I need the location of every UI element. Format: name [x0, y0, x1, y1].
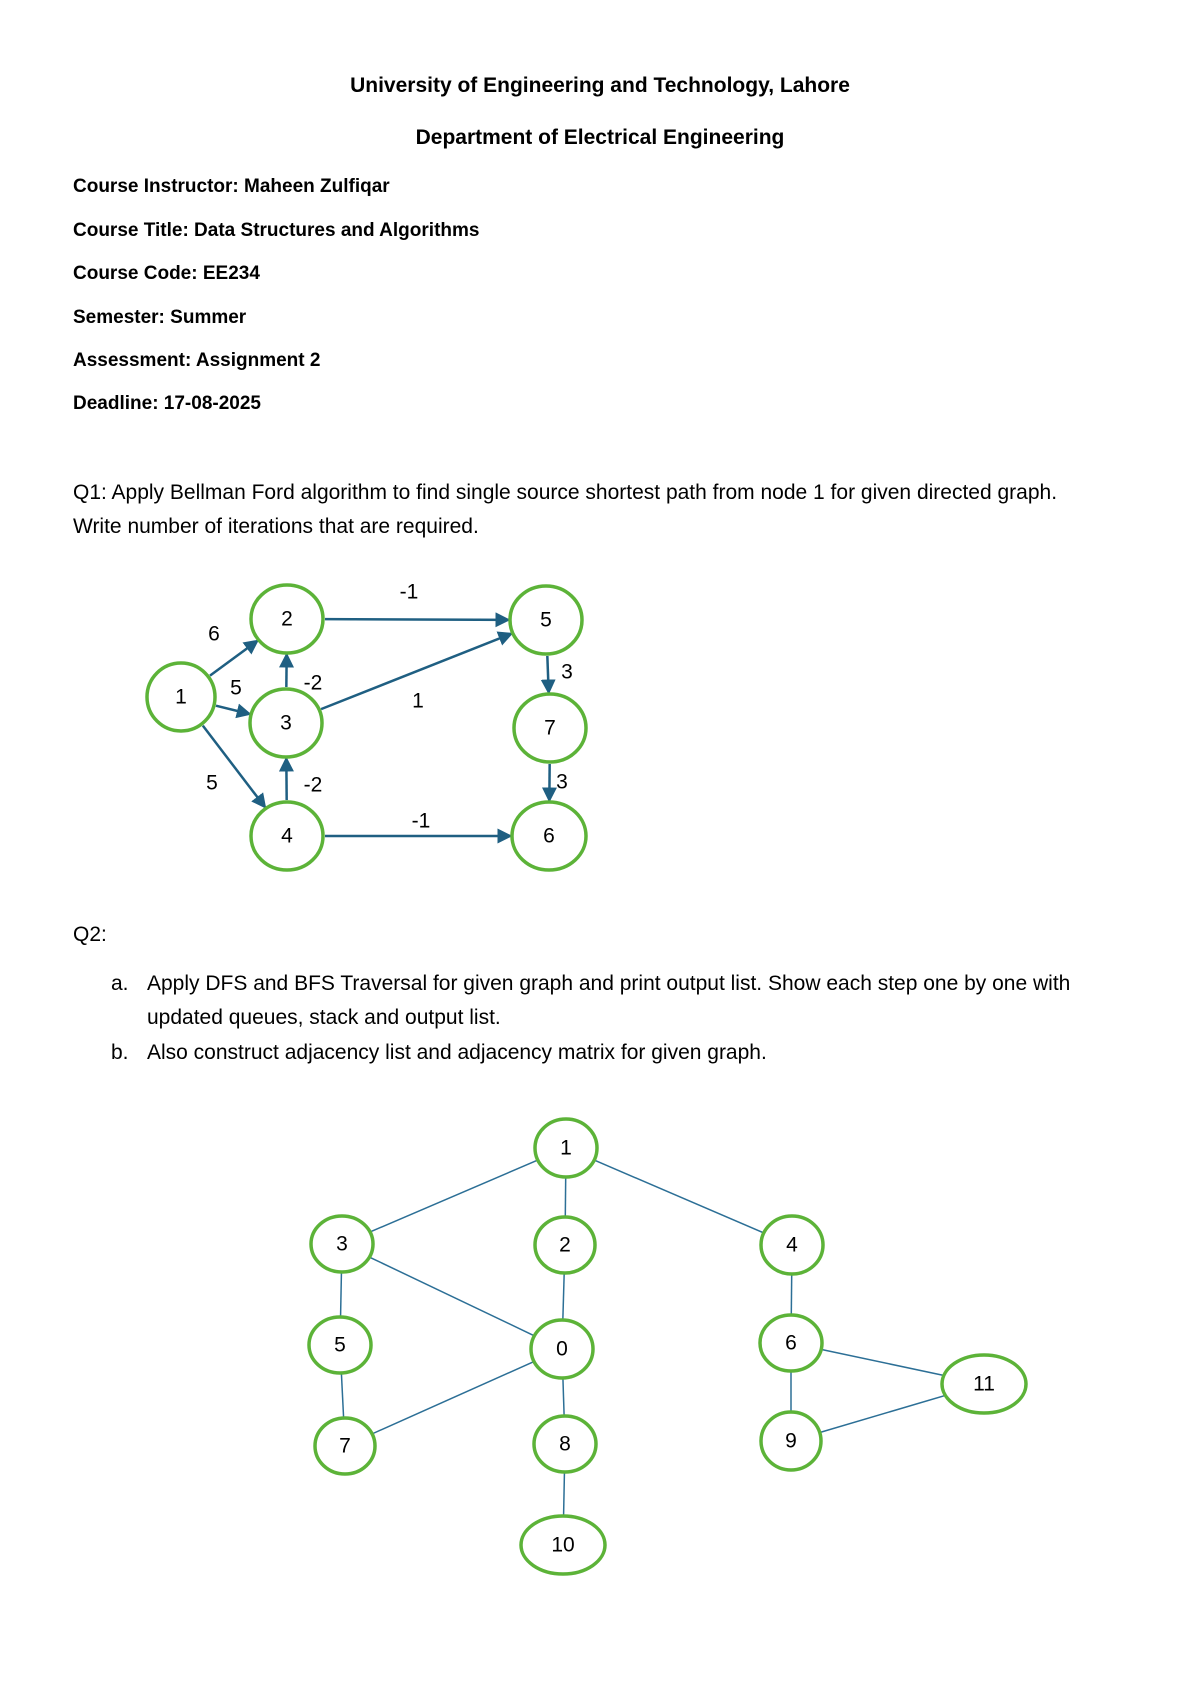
q2-edge-7-0 — [373, 1362, 533, 1434]
q1-node-label-6: 6 — [543, 824, 555, 848]
q2-node-label-0: 0 — [556, 1337, 568, 1361]
q2-edge-1-4 — [595, 1160, 763, 1232]
q1-edge-weight-4-6: -1 — [411, 809, 431, 833]
q2-item-a-marker: a. — [111, 972, 129, 995]
q2-node-label-4: 4 — [786, 1233, 798, 1257]
q1-edge-weight-5-7: 3 — [561, 660, 573, 684]
course-instructor: Course Instructor: Maheen Zulfiqar — [73, 176, 390, 197]
q2-item-b-marker: b. — [111, 1041, 129, 1064]
q1-node-label-4: 4 — [281, 824, 293, 848]
q2-node-label-8: 8 — [559, 1432, 571, 1456]
q2-edge-6-11 — [822, 1350, 943, 1376]
q2-node-label-5: 5 — [334, 1333, 346, 1357]
q1-edge-weight-4-3: -2 — [303, 773, 323, 797]
course-code: Course Code: EE234 — [73, 263, 260, 284]
q2-edge-5-7 — [341, 1374, 343, 1417]
q2-node-label-9: 9 — [785, 1429, 797, 1453]
q1-node-label-2: 2 — [281, 607, 293, 631]
q1-edge-weight-2-5: -1 — [399, 580, 419, 604]
deadline: Deadline: 17-08-2025 — [73, 393, 261, 414]
q2-edge-3-0 — [370, 1258, 533, 1336]
q2-edge-1-3 — [371, 1160, 537, 1231]
q2-item-b-text: Also construct adjacency list and adjacency matrix for given graph. — [147, 1041, 767, 1064]
assessment: Assessment: Assignment 2 — [73, 350, 321, 371]
q1-node-label-1: 1 — [175, 685, 187, 709]
q1-edge-weight-1-3: 5 — [230, 676, 242, 700]
q2-edge-8-10 — [564, 1473, 565, 1515]
q1-edge-weight-1-2: 6 — [208, 622, 220, 646]
q2-node-label-11: 11 — [973, 1372, 995, 1396]
q1-edge-weight-7-6: 3 — [556, 770, 568, 794]
q1-line-2: Write number of iterations that are required. — [73, 515, 479, 538]
q1-edge-weight-3-5: 1 — [412, 689, 424, 713]
q2-edge-9-11 — [821, 1396, 945, 1433]
semester: Semester: Summer — [73, 307, 247, 328]
q1-node-label-7: 7 — [544, 716, 556, 740]
q1-line-1: Q1: Apply Bellman Ford algorithm to find single source shortest path from node 1 for given directed graph. — [73, 481, 1058, 504]
q2-node-label-6: 6 — [785, 1331, 797, 1355]
q2-edge-2-0 — [563, 1274, 564, 1319]
course-title: Course Title: Data Structures and Algorithms — [73, 220, 480, 241]
q2-item-a-text: Apply DFS and BFS Traversal for given graph and print output list. Show each step one by one with updated queues, stack and output list. — [147, 972, 1071, 1029]
q2-label: Q2: — [73, 923, 107, 946]
q1-edge-weight-3-2: -2 — [303, 671, 323, 695]
q2-node-label-2: 2 — [559, 1233, 571, 1257]
q2-edge-0-8 — [563, 1379, 564, 1415]
q2-node-label-7: 7 — [339, 1434, 351, 1458]
q1-node-label-3: 3 — [280, 711, 292, 735]
q1-node-label-5: 5 — [540, 608, 552, 632]
q1-edge-weight-1-4: 5 — [206, 771, 218, 795]
university-title: University of Engineering and Technology, Lahore — [350, 74, 850, 97]
q2-edge-3-5 — [341, 1273, 342, 1316]
q2-node-label-10: 10 — [551, 1533, 575, 1557]
q2-node-label-3: 3 — [336, 1232, 348, 1256]
q2-node-label-1: 1 — [560, 1136, 572, 1160]
department-title: Department of Electrical Engineering — [415, 126, 785, 149]
